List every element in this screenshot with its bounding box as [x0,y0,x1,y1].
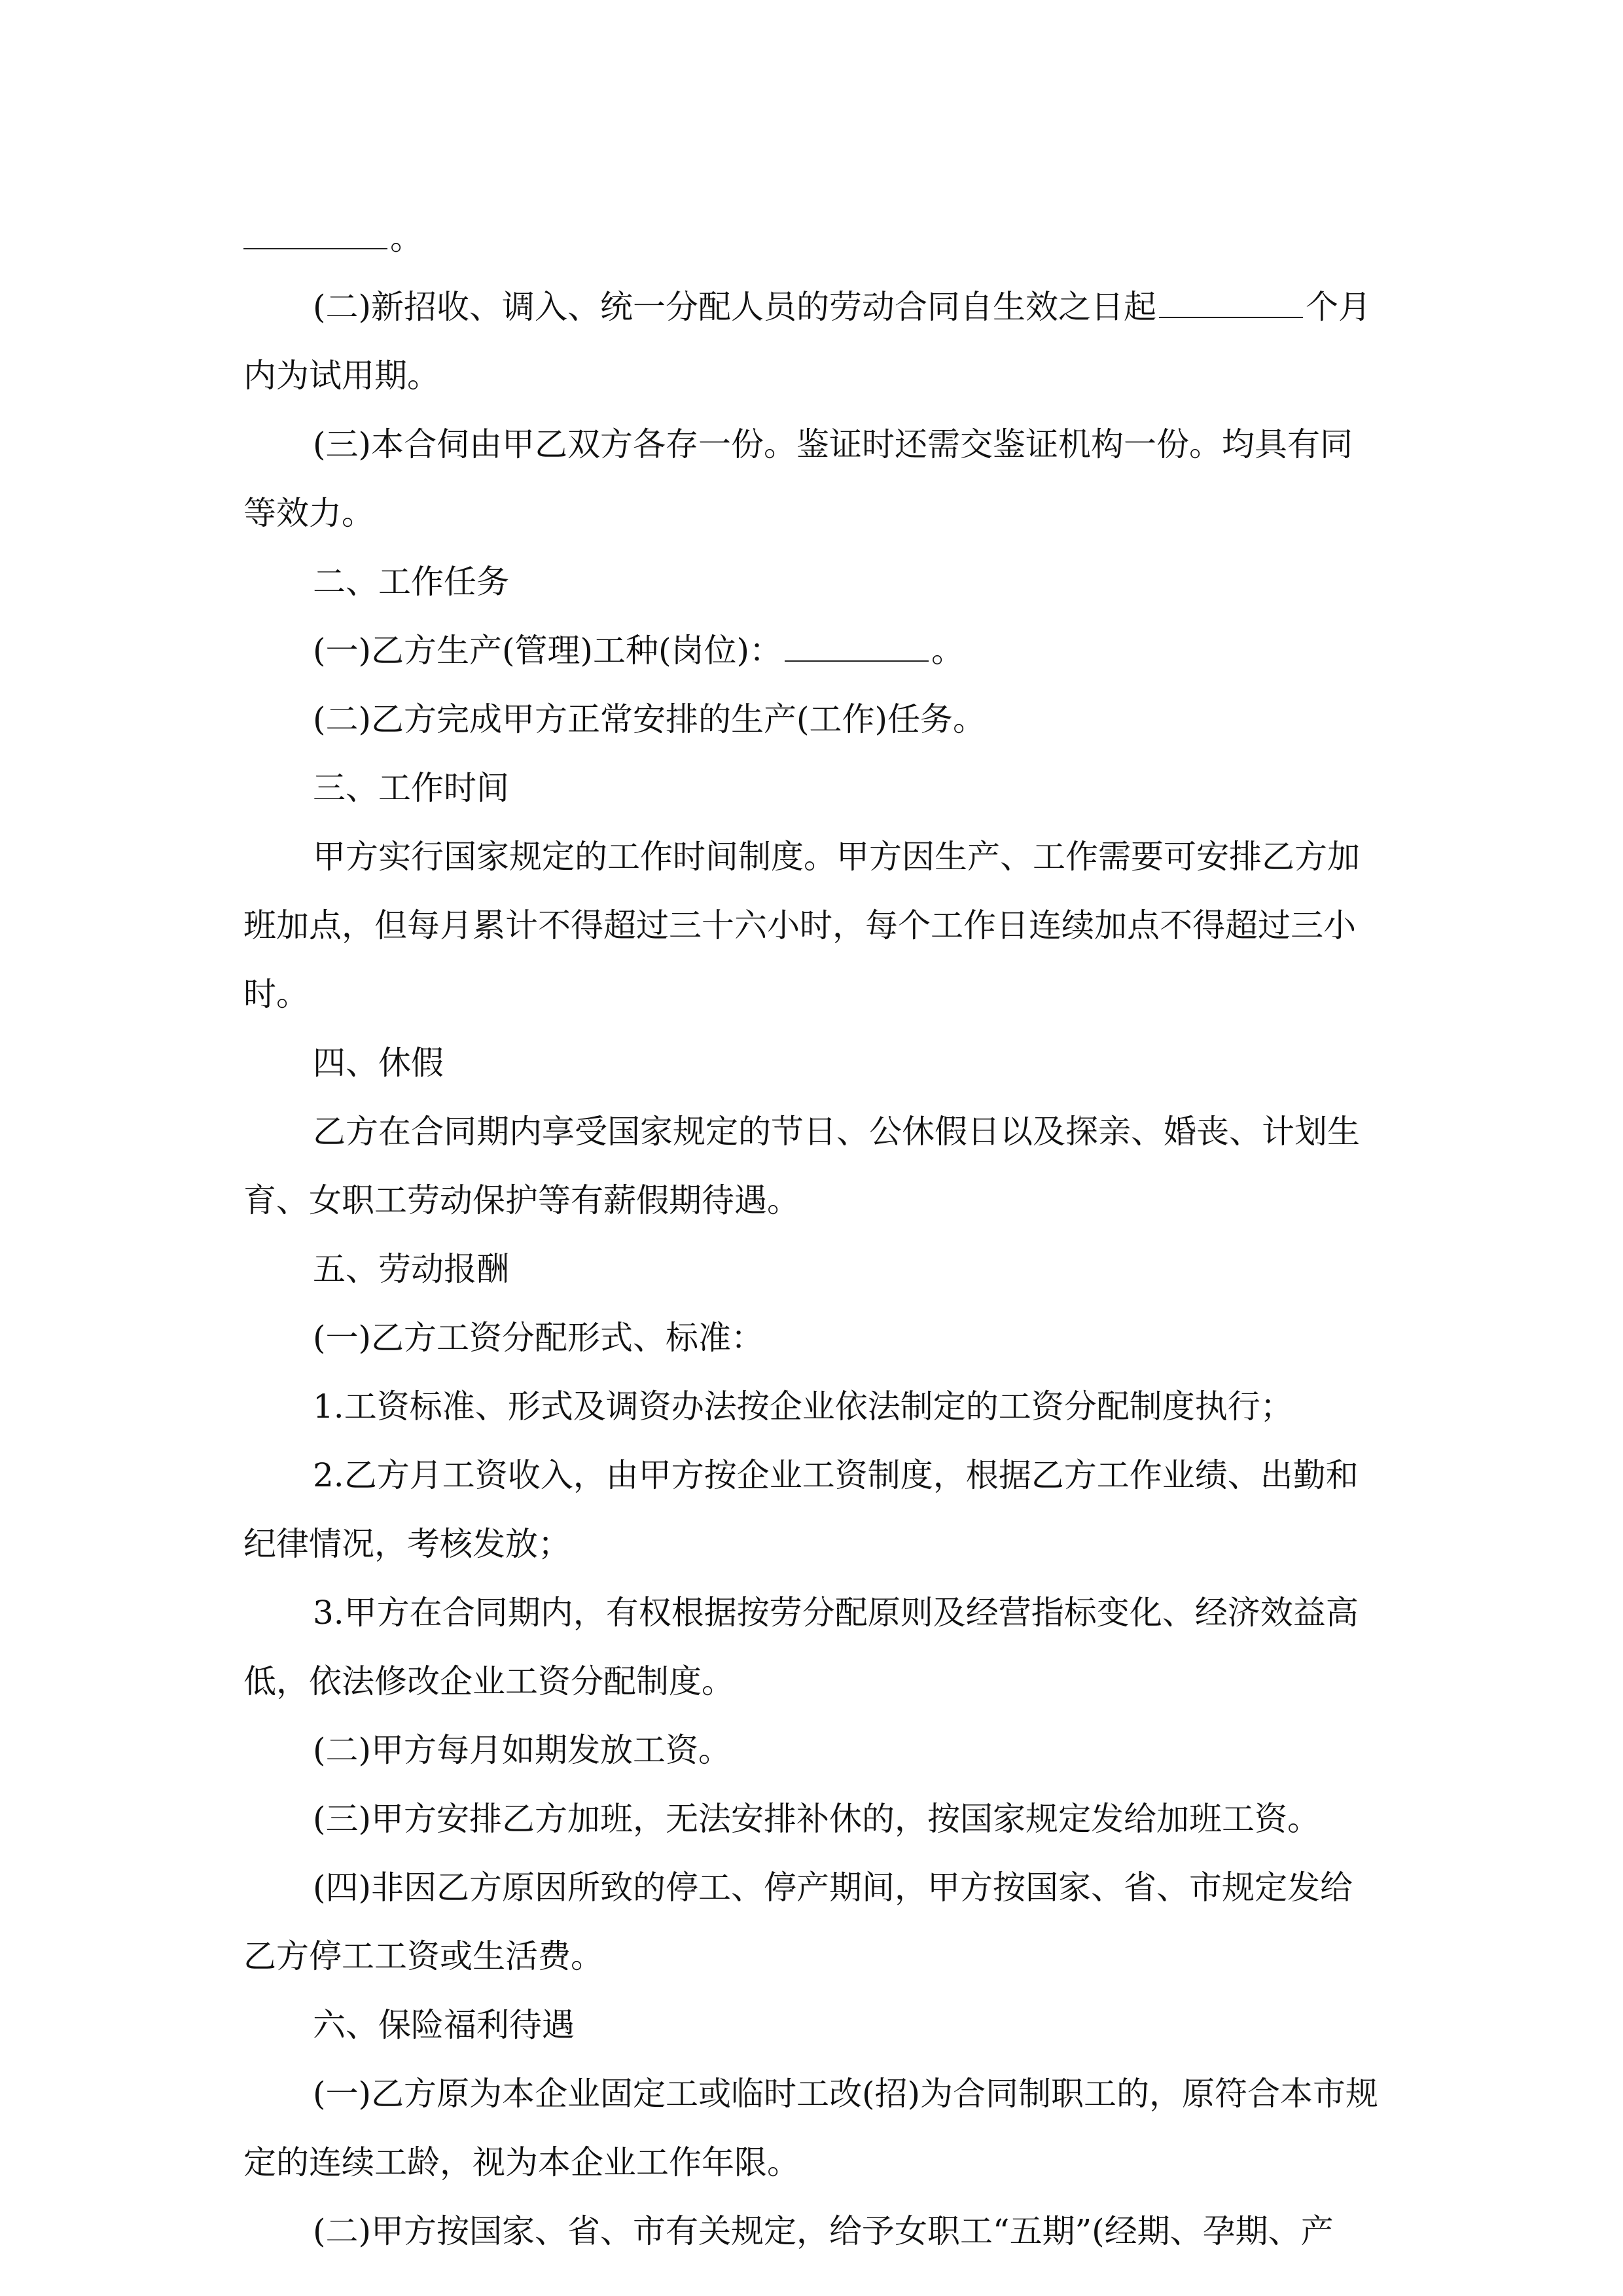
work-time-clause: 甲方实行国家规定的工作时间制度。甲方因生产、工作需要可安排乙方加班加点，但每月累计不得超过三十六小时，每个工作日连续加点不得超过三小时。 [243,838,1360,1013]
paragraph-text: 个月内为试用期。 [243,288,1372,395]
continued-blank-line [243,204,1382,273]
paragraph-text: 。 [390,219,423,257]
section-heading-work-task: 二、工作任务 [313,563,509,601]
paragraph-text: (一)乙方生产(管理)工种(岗位)： [313,632,783,670]
section-heading-work-time: 三、工作时间 [313,769,509,807]
probation-clause [243,273,1382,410]
salary-item-2: 2.乙方月工资收入，由甲方按企业工资制度，根据乙方工作业绩、出勤和纪律情况，考核发放； [243,1456,1359,1563]
document-body [243,204,1382,2266]
section-heading-leave: 四、休假 [313,1044,444,1082]
seniority-clause: (一)乙方原为本企业固定工或临时工改(招)为合同制职工的，原符合本市规定的连续工龄，视为本企业工作年限。 [243,2075,1379,2181]
salary-item-3: 3.甲方在合同期内，有权根据按劳分配原则及经营指标变化、经济效益高低，依法修改企业工资分配制度。 [243,1594,1359,1700]
job-position-clause [243,617,1382,685]
leave-clause: 乙方在合同期内享受国家规定的节日、公休假日以及探亲、婚丧、计划生育、女职工劳动保护等有薪假期待遇。 [243,1113,1360,1219]
salary-item-1: 1.工资标准、形式及调资办法按企业依法制定的工资分配制度执行； [313,1388,1293,1426]
task-completion-clause: (二)乙方完成甲方正常安排的生产(工作)任务。 [313,700,986,738]
female-worker-clause: (二)甲方按国家、省、市有关规定，给予女职工“五期”(经期、孕期、产 [313,2212,1334,2250]
section-heading-insurance: 六、保险福利待遇 [313,2006,575,2044]
section-heading-remuneration: 五、劳动报酬 [313,1250,509,1288]
overtime-pay-clause: (三)甲方安排乙方加班，无法安排补休的，按国家规定发给加班工资。 [313,1800,1321,1838]
fill-in-blank [243,219,387,249]
stoppage-pay-clause: (四)非因乙方原因所致的停工、停产期间，甲方按国家、省、市规定发给乙方停工工资或生活费。 [243,1869,1353,1975]
paragraph-text: (二)新招收、调入、统一分配人员的劳动合同自生效之日起 [313,288,1157,326]
monthly-pay-clause: (二)甲方每月如期发放工资。 [313,1731,732,1769]
copies-clause: (三)本合伺由甲乙双方各存一份。鉴证时还需交鉴证机构一份。均具有同等效力。 [243,425,1353,532]
paragraph-text: 。 [931,632,965,670]
salary-form-clause: (一)乙方工资分配形式、标准： [313,1319,764,1357]
fill-in-blank [1159,288,1303,318]
fill-in-blank [785,632,929,662]
